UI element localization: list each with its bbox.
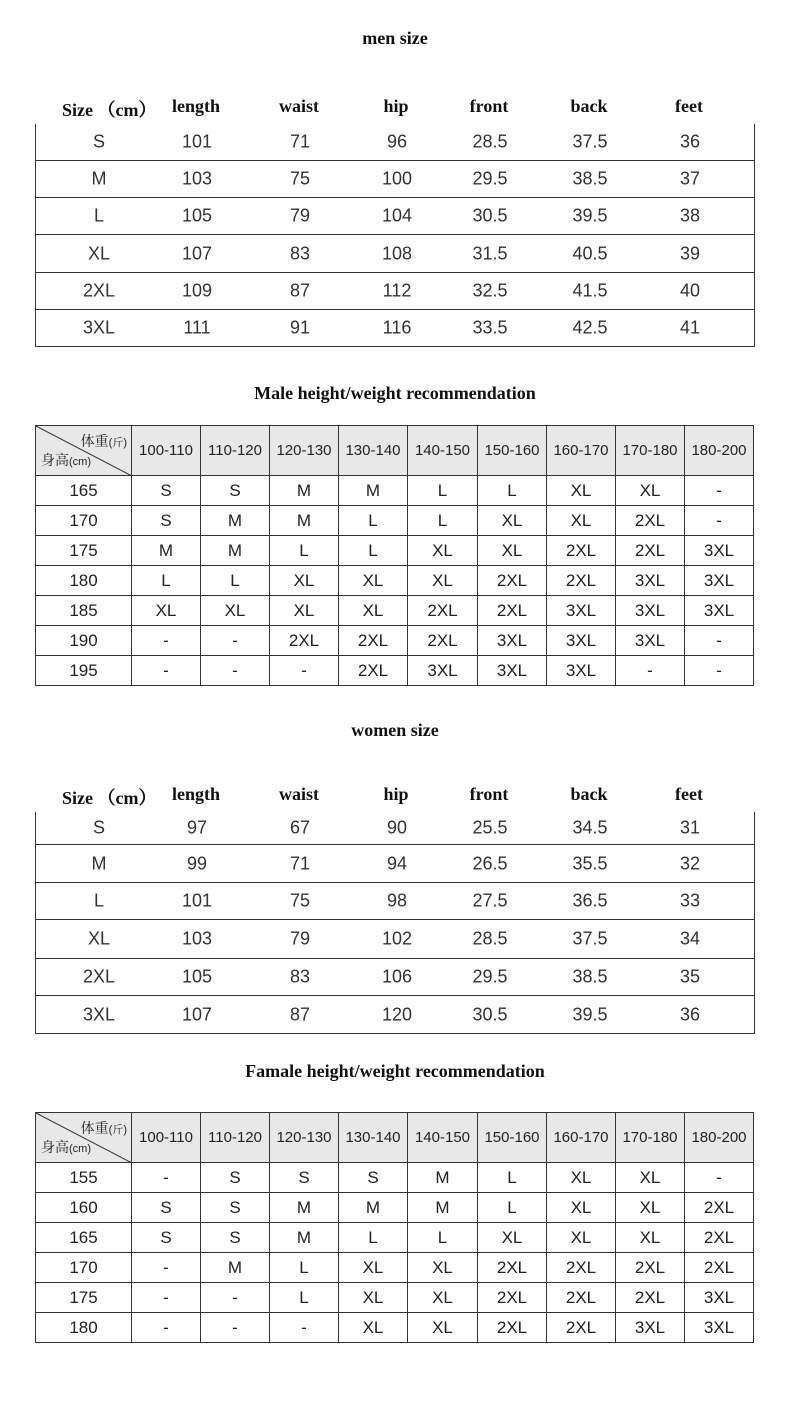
- size-cell: 37.5: [572, 928, 608, 949]
- size-recommendation-cell: 2XL: [408, 596, 478, 626]
- size-recommendation-cell: L: [270, 1283, 339, 1313]
- size-recommendation-cell: -: [201, 1313, 270, 1343]
- size-recommendation-cell: XL: [132, 596, 201, 626]
- size-recommendation-cell: XL: [201, 596, 270, 626]
- size-row: [36, 197, 754, 234]
- size-header-cell: waist: [279, 96, 319, 116]
- size-recommendation-cell: M: [201, 506, 270, 536]
- size-recommendation-cell: S: [201, 1193, 270, 1223]
- weight-range-header: 150-160: [478, 426, 547, 476]
- size-recommendation-cell: 3XL: [685, 1313, 754, 1343]
- size-recommendation-cell: 2XL: [478, 1313, 547, 1343]
- size-recommendation-cell: -: [685, 656, 754, 686]
- size-cell: L: [93, 205, 105, 226]
- size-recommendation-cell: XL: [339, 566, 408, 596]
- size-recommendation-cell: XL: [616, 1163, 685, 1193]
- size-cell: 79: [289, 928, 311, 949]
- height-cell: 175: [36, 536, 132, 566]
- size-cell: 36.5: [572, 890, 608, 911]
- size-cell: S: [92, 817, 106, 838]
- size-recommendation-cell: -: [685, 1163, 754, 1193]
- size-cell: 30.5: [472, 1004, 508, 1024]
- height-cell: 165: [36, 476, 132, 506]
- size-cell: 106: [381, 966, 413, 987]
- size-recommendation-cell: L: [339, 1223, 408, 1253]
- size-cell: 105: [181, 966, 213, 987]
- size-recommendation-cell: -: [201, 626, 270, 656]
- size-header-cell: front: [469, 96, 509, 116]
- men-size-header: [0, 96, 790, 126]
- size-cell: 28.5: [472, 131, 508, 152]
- size-cell: 39.5: [572, 1004, 608, 1024]
- size-recommendation-cell: 3XL: [547, 596, 616, 626]
- size-header-cell: hip: [383, 784, 409, 804]
- size-cell: 91: [289, 317, 311, 338]
- size-cell: 38.5: [572, 966, 608, 987]
- size-cell: 94: [386, 853, 408, 873]
- size-cell: 2XL: [82, 280, 116, 301]
- size-row: [36, 124, 754, 160]
- size-recommendation-cell: M: [270, 476, 339, 506]
- weight-range-header: 180-200: [685, 426, 754, 476]
- table-row: [36, 1193, 754, 1223]
- size-recommendation-cell: 3XL: [616, 596, 685, 626]
- size-recommendation-cell: XL: [616, 476, 685, 506]
- size-recommendation-cell: 2XL: [547, 1253, 616, 1283]
- size-recommendation-cell: -: [132, 626, 201, 656]
- size-recommendation-cell: 3XL: [547, 656, 616, 686]
- height-cell: 180: [36, 566, 132, 596]
- height-unit: (cm): [69, 456, 91, 468]
- size-cell: 33: [679, 890, 701, 911]
- size-cell: 109: [181, 280, 213, 301]
- size-cell: 75: [289, 890, 311, 911]
- size-cell: 33.5: [472, 317, 508, 338]
- size-recommendation-cell: S: [339, 1163, 408, 1193]
- weight-range-header: 140-150: [408, 426, 478, 476]
- size-cell: 102: [381, 928, 413, 949]
- size-recommendation-cell: L: [478, 1163, 547, 1193]
- size-row: [36, 160, 754, 197]
- size-recommendation-cell: XL: [547, 1163, 616, 1193]
- size-cell: 97: [186, 817, 208, 838]
- size-recommendation-cell: L: [339, 536, 408, 566]
- size-recommendation-cell: 3XL: [685, 536, 754, 566]
- size-cell: 41: [679, 317, 701, 338]
- size-recommendation-cell: 3XL: [547, 626, 616, 656]
- weight-label: 体重: [80, 433, 109, 449]
- size-recommendation-cell: -: [270, 1313, 339, 1343]
- table-row: [36, 476, 754, 506]
- size-recommendation-cell: 2XL: [408, 626, 478, 656]
- size-cell: 96: [386, 131, 408, 152]
- weight-range-header: 160-170: [547, 426, 616, 476]
- size-recommendation-cell: 2XL: [616, 536, 685, 566]
- height-cell: 160: [36, 1193, 132, 1223]
- size-cell: 32.5: [472, 280, 508, 301]
- size-header-cell: hip: [383, 96, 409, 116]
- table-row: [36, 1313, 754, 1343]
- size-header-cell: length: [171, 96, 221, 116]
- size-header-cell: Size （cm）: [62, 788, 157, 808]
- size-cell: 87: [289, 280, 311, 301]
- size-header-cell: back: [570, 96, 608, 116]
- size-cell: 101: [181, 890, 213, 911]
- size-cell: 103: [181, 928, 213, 949]
- size-recommendation-cell: XL: [547, 1193, 616, 1223]
- size-cell: 40.5: [572, 243, 608, 263]
- size-recommendation-cell: M: [270, 1223, 339, 1253]
- size-recommendation-cell: XL: [547, 1223, 616, 1253]
- size-recommendation-cell: 2XL: [547, 1283, 616, 1313]
- size-header-cell: length: [171, 784, 221, 804]
- size-recommendation-cell: XL: [547, 476, 616, 506]
- size-cell: 3XL: [82, 1004, 116, 1024]
- size-cell: 120: [381, 1004, 413, 1024]
- size-cell: 3XL: [82, 317, 116, 338]
- size-recommendation-cell: XL: [339, 1253, 408, 1283]
- size-recommendation-cell: M: [270, 1193, 339, 1223]
- size-cell: 40: [679, 280, 701, 301]
- size-recommendation-cell: -: [201, 1283, 270, 1313]
- size-cell: 108: [381, 243, 413, 263]
- size-recommendation-cell: -: [685, 476, 754, 506]
- men-size-title: men size: [362, 28, 428, 48]
- size-cell: 36: [679, 1004, 701, 1024]
- size-recommendation-cell: S: [132, 476, 201, 506]
- size-row: [36, 234, 754, 272]
- size-cell: S: [92, 131, 106, 152]
- size-header-cell: waist: [279, 784, 319, 804]
- size-recommendation-cell: 3XL: [685, 566, 754, 596]
- male-recommendation-table: [35, 425, 754, 686]
- size-row: [36, 272, 754, 309]
- size-cell: 2XL: [82, 966, 116, 987]
- size-cell: 26.5: [472, 853, 508, 873]
- size-cell: 83: [289, 966, 311, 987]
- size-recommendation-cell: 2XL: [339, 656, 408, 686]
- size-recommendation-cell: L: [270, 536, 339, 566]
- size-cell: 37.5: [572, 131, 608, 152]
- size-cell: M: [91, 853, 107, 873]
- size-cell: 107: [181, 1004, 213, 1024]
- size-recommendation-cell: XL: [408, 1313, 478, 1343]
- size-cell: 111: [183, 317, 211, 338]
- size-recommendation-cell: L: [408, 506, 478, 536]
- size-recommendation-cell: XL: [270, 596, 339, 626]
- size-recommendation-cell: 2XL: [616, 1253, 685, 1283]
- size-cell: XL: [87, 928, 111, 949]
- size-recommendation-cell: XL: [616, 1223, 685, 1253]
- size-cell: 39: [679, 243, 701, 263]
- weight-unit: (斤): [108, 1124, 127, 1136]
- weight-range-header: 130-140: [339, 426, 408, 476]
- female-recommendation-table: [35, 1112, 754, 1343]
- size-recommendation-cell: -: [201, 656, 270, 686]
- size-cell: 35.5: [572, 853, 608, 873]
- male-recommendation-title: Male height/weight recommendation: [254, 383, 536, 403]
- size-recommendation-cell: 3XL: [408, 656, 478, 686]
- size-row: [36, 995, 754, 1033]
- size-recommendation-cell: -: [685, 626, 754, 656]
- size-cell: 105: [181, 205, 213, 226]
- weight-range-header: 170-180: [616, 426, 685, 476]
- weight-range-header: 150-160: [478, 1113, 547, 1163]
- size-recommendation-cell: -: [132, 1253, 201, 1283]
- size-cell: 35: [679, 966, 701, 987]
- size-header-cell: feet: [675, 784, 703, 804]
- size-recommendation-cell: XL: [339, 596, 408, 626]
- size-cell: 30.5: [472, 205, 508, 226]
- size-recommendation-cell: S: [132, 506, 201, 536]
- weight-range-header: 120-130: [270, 426, 339, 476]
- size-recommendation-cell: XL: [547, 506, 616, 536]
- size-cell: 116: [382, 317, 412, 338]
- size-recommendation-cell: 2XL: [547, 566, 616, 596]
- height-cell: 190: [36, 626, 132, 656]
- size-recommendation-cell: L: [270, 1253, 339, 1283]
- size-row: [36, 309, 754, 346]
- size-recommendation-cell: 3XL: [685, 596, 754, 626]
- size-recommendation-cell: 3XL: [616, 626, 685, 656]
- size-cell: 41.5: [572, 280, 608, 301]
- size-recommendation-cell: 2XL: [547, 536, 616, 566]
- size-recommendation-cell: 3XL: [685, 1283, 754, 1313]
- size-recommendation-cell: -: [685, 506, 754, 536]
- size-recommendation-cell: XL: [408, 1283, 478, 1313]
- size-row: [36, 958, 754, 995]
- size-cell: 67: [289, 817, 311, 838]
- size-recommendation-cell: XL: [339, 1313, 408, 1343]
- height-cell: 165: [36, 1223, 132, 1253]
- size-cell: 25.5: [472, 817, 508, 838]
- table-row: [36, 626, 754, 656]
- size-recommendation-cell: 2XL: [616, 1283, 685, 1313]
- size-cell: 71: [289, 131, 311, 152]
- size-cell: 31.5: [472, 243, 508, 263]
- size-recommendation-cell: 3XL: [478, 626, 547, 656]
- size-cell: 38: [679, 205, 701, 226]
- size-cell: 32: [679, 853, 701, 873]
- size-cell: 28.5: [472, 928, 508, 949]
- size-recommendation-cell: XL: [408, 1253, 478, 1283]
- size-recommendation-cell: M: [408, 1193, 478, 1223]
- size-recommendation-cell: XL: [339, 1283, 408, 1313]
- size-recommendation-cell: 2XL: [478, 596, 547, 626]
- corner-cell: [36, 426, 132, 476]
- size-recommendation-cell: 3XL: [616, 566, 685, 596]
- size-row: [36, 882, 754, 919]
- size-cell: 71: [289, 853, 311, 873]
- size-cell: 101: [181, 131, 213, 152]
- size-cell: 112: [382, 280, 412, 301]
- women-size-header: [0, 784, 790, 814]
- weight-header-row: [36, 1113, 754, 1163]
- weight-range-header: 100-110: [132, 426, 201, 476]
- weight-range-header: 160-170: [547, 1113, 616, 1163]
- size-recommendation-cell: S: [201, 476, 270, 506]
- size-recommendation-cell: 2XL: [478, 1253, 547, 1283]
- size-recommendation-cell: L: [408, 1223, 478, 1253]
- size-recommendation-cell: 2XL: [270, 626, 339, 656]
- size-recommendation-cell: 2XL: [339, 626, 408, 656]
- height-label: 身高: [41, 1139, 69, 1155]
- men-size-table: [35, 124, 755, 347]
- weight-range-header: 110-120: [201, 426, 270, 476]
- size-recommendation-cell: 2XL: [685, 1253, 754, 1283]
- table-row: [36, 566, 754, 596]
- weight-range-header: 120-130: [270, 1113, 339, 1163]
- size-cell: 99: [186, 853, 208, 873]
- size-cell: L: [93, 890, 105, 911]
- size-cell: 107: [181, 243, 213, 263]
- size-cell: 100: [381, 168, 413, 189]
- height-cell: 155: [36, 1163, 132, 1193]
- size-row: [36, 812, 754, 844]
- size-cell: 103: [181, 168, 213, 189]
- table-row: [36, 1163, 754, 1193]
- size-recommendation-cell: M: [132, 536, 201, 566]
- size-row: [36, 919, 754, 958]
- size-recommendation-cell: L: [339, 506, 408, 536]
- height-cell: 195: [36, 656, 132, 686]
- size-cell: 75: [289, 168, 311, 189]
- size-cell: 90: [386, 817, 408, 838]
- size-recommendation-cell: XL: [478, 536, 547, 566]
- female-recommendation-title: Famale height/weight recommendation: [245, 1061, 545, 1081]
- size-recommendation-cell: XL: [478, 1223, 547, 1253]
- size-recommendation-cell: -: [132, 1163, 201, 1193]
- size-cell: 83: [289, 243, 311, 263]
- table-row: [36, 596, 754, 626]
- table-row: [36, 506, 754, 536]
- size-cell: 29.5: [472, 966, 508, 987]
- size-recommendation-cell: M: [201, 1253, 270, 1283]
- size-cell: XL: [87, 243, 111, 263]
- size-recommendation-cell: 2XL: [478, 1283, 547, 1313]
- weight-range-header: 130-140: [339, 1113, 408, 1163]
- table-row: [36, 1253, 754, 1283]
- size-recommendation-cell: 2XL: [685, 1223, 754, 1253]
- size-recommendation-cell: S: [270, 1163, 339, 1193]
- size-recommendation-cell: M: [270, 506, 339, 536]
- size-recommendation-cell: 2XL: [685, 1193, 754, 1223]
- weight-unit: (斤): [108, 437, 127, 449]
- table-row: [36, 656, 754, 686]
- weight-range-header: 180-200: [685, 1113, 754, 1163]
- size-recommendation-cell: 3XL: [616, 1313, 685, 1343]
- weight-range-header: 110-120: [201, 1113, 270, 1163]
- size-recommendation-cell: S: [201, 1163, 270, 1193]
- size-recommendation-cell: L: [132, 566, 201, 596]
- size-cell: 36: [679, 131, 701, 152]
- table-row: [36, 1223, 754, 1253]
- weight-header-row: [36, 426, 754, 476]
- size-cell: 29.5: [472, 168, 508, 189]
- size-recommendation-cell: M: [201, 536, 270, 566]
- size-recommendation-cell: M: [339, 1193, 408, 1223]
- size-recommendation-cell: L: [478, 476, 547, 506]
- size-recommendation-cell: L: [478, 1193, 547, 1223]
- size-recommendation-cell: M: [339, 476, 408, 506]
- women-size-table: [35, 812, 755, 1034]
- size-recommendation-cell: XL: [616, 1193, 685, 1223]
- size-recommendation-cell: 2XL: [478, 566, 547, 596]
- size-recommendation-cell: S: [132, 1223, 201, 1253]
- size-cell: 37: [679, 168, 701, 189]
- size-cell: 39.5: [572, 205, 608, 226]
- corner-cell: [36, 1113, 132, 1163]
- height-cell: 170: [36, 1253, 132, 1283]
- size-cell: 42.5: [572, 317, 608, 338]
- size-cell: 104: [381, 205, 413, 226]
- size-recommendation-cell: XL: [270, 566, 339, 596]
- size-cell: M: [91, 168, 107, 189]
- size-recommendation-cell: -: [616, 656, 685, 686]
- size-recommendation-cell: -: [132, 656, 201, 686]
- size-recommendation-cell: -: [270, 656, 339, 686]
- size-header-cell: back: [570, 784, 608, 804]
- weight-range-header: 170-180: [616, 1113, 685, 1163]
- women-size-title: women size: [351, 720, 439, 740]
- weight-range-header: 100-110: [132, 1113, 201, 1163]
- size-recommendation-cell: M: [408, 1163, 478, 1193]
- height-cell: 175: [36, 1283, 132, 1313]
- size-recommendation-cell: 2XL: [616, 506, 685, 536]
- height-cell: 180: [36, 1313, 132, 1343]
- size-cell: 31: [679, 817, 701, 838]
- size-header-cell: Size （cm）: [62, 100, 157, 120]
- size-cell: 79: [289, 205, 311, 226]
- size-recommendation-cell: XL: [408, 536, 478, 566]
- height-label: 身高: [41, 452, 69, 468]
- size-recommendation-cell: XL: [408, 566, 478, 596]
- size-cell: 38.5: [572, 168, 608, 189]
- size-header-cell: front: [469, 784, 509, 804]
- height-unit: (cm): [69, 1143, 91, 1155]
- size-recommendation-cell: S: [201, 1223, 270, 1253]
- weight-label: 体重: [80, 1120, 109, 1136]
- table-row: [36, 1283, 754, 1313]
- size-cell: 98: [386, 890, 408, 911]
- height-cell: 170: [36, 506, 132, 536]
- size-cell: 34: [679, 928, 701, 949]
- size-recommendation-cell: L: [408, 476, 478, 506]
- size-recommendation-cell: XL: [478, 506, 547, 536]
- size-recommendation-cell: 3XL: [478, 656, 547, 686]
- size-cell: 27.5: [472, 890, 508, 911]
- size-recommendation-cell: -: [132, 1313, 201, 1343]
- size-cell: 87: [289, 1004, 311, 1024]
- size-cell: 34.5: [572, 817, 608, 838]
- size-recommendation-cell: L: [201, 566, 270, 596]
- size-recommendation-cell: 2XL: [547, 1313, 616, 1343]
- size-header-cell: feet: [675, 96, 703, 116]
- size-row: [36, 844, 754, 882]
- table-row: [36, 536, 754, 566]
- height-cell: 185: [36, 596, 132, 626]
- size-recommendation-cell: S: [132, 1193, 201, 1223]
- weight-range-header: 140-150: [408, 1113, 478, 1163]
- size-recommendation-cell: -: [132, 1283, 201, 1313]
